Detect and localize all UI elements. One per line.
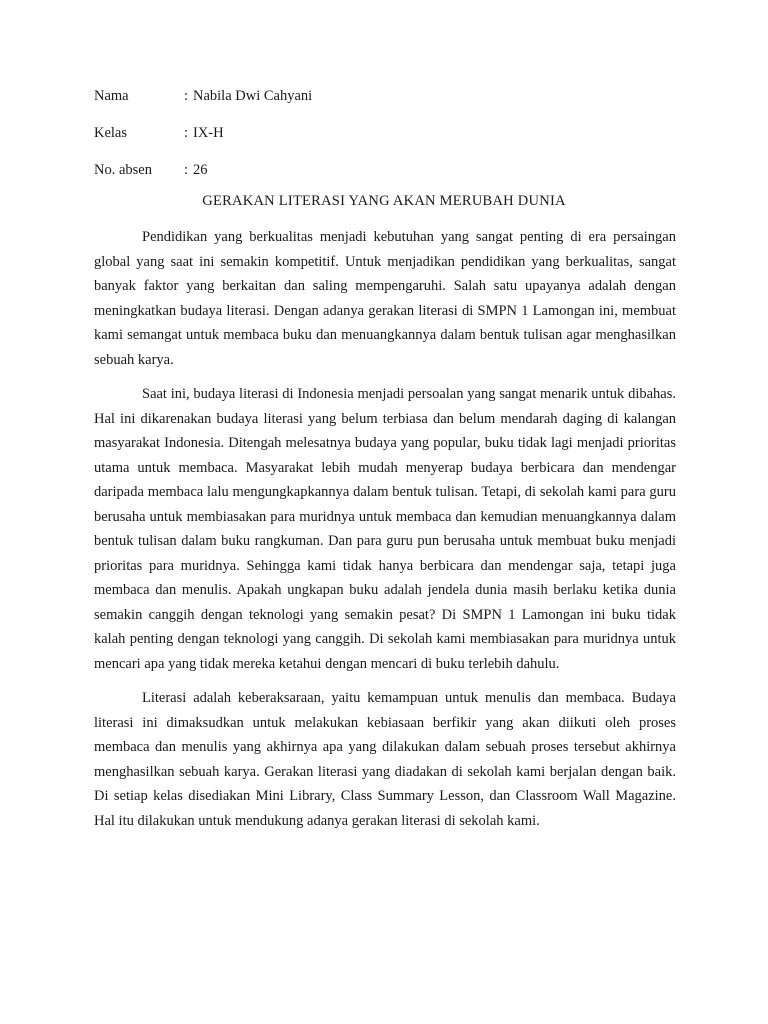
paragraph: Pendidikan yang berkualitas menjadi kebutuhan yang sangat penting di era persaingan global yang saat ini semakin kompetitif. Untuk menjadikan pendidikan yang berkualitas, sangat banyak faktor yang berkaitan dan saling mempengaruhi. Salah satu upayanya adalah dengan meningkatkan budaya literasi. Dengan adanya gerakan literasi di SMPN 1 Lamongan ini, membuat kami semangat untuk membaca buku dan menuangkannya dalam bentuk tulisan agar menghasilkan sebuah karya. [94,229,676,368]
info-row-nama [94,86,694,123]
document-title: GERAKAN LITERASI YANG AKAN MERUBAH DUNIA [202,193,566,209]
info-label: Nama [94,88,129,104]
info-label: Kelas [94,125,128,141]
student-info [94,86,694,197]
info-label: No. absen [94,162,152,178]
info-separator: : [184,125,189,141]
paragraph: Saat ini, budaya literasi di Indonesia menjadi persoalan yang sangat menarik untuk dibahas. Hal ini dikarenakan budaya literasi yang belum terbiasa dan belum mendarah daging di kalangan masyarakat Indonesia. Ditengah melesatnya budaya yang popular, buku tidak lagi menjadi prioritas utama untuk membaca. Masyarakat lebih mudah menyerap budaya berbicara dan mendengar daripada membaca lalu mengungkapkannya dalam bentuk tulisan. Tetapi, di sekolah kami para guru berusaha untuk membiasakan para muridnya untuk membaca dan kemudian menuangkannya dalam bentuk tulisan dalam buku rangkuman. Dan para guru pun berusaha untuk membuat buku menjadi prioritas para muridnya. Sehingga kami tidak hanya berbicara dan mendengar saja, tetapi juga membaca dan menulis. Apakah ungkapan buku adalah jendela dunia masih berlaku ketika dunia semakin canggih dengan teknologi yang semakin pesat? Di SMPN 1 Lamongan ini buku tidak kalah penting dengan teknologi yang canggih. Di sekolah kami membiasakan para muridnya untuk mencari apa yang tidak mereka ketahui dengan mencari di buku terlebih dahulu. [94,386,676,672]
info-value: IX-H [193,125,224,141]
info-value: Nabila Dwi Cahyani [193,88,313,104]
info-separator: : [184,88,189,104]
info-value: 26 [193,162,208,178]
document-body [94,225,676,843]
paragraph: Literasi adalah keberaksaraan, yaitu kemampuan untuk menulis dan membaca. Budaya literasi ini dimaksudkan untuk melakukan kebiasaan berfikir yang akan diikuti oleh proses membaca dan menulis yang akhirnya apa yang dilakukan dalam sebuah proses tersebut akhirnya menghasilkan sebuah karya. Gerakan literasi yang diadakan di sekolah kami berjalan dengan baik. Di setiap kelas disediakan Mini Library, Class Summary Lesson, dan Classroom Wall Magazine. Hal itu dilakukan untuk mendukung adanya gerakan literasi di sekolah kami. [94,690,676,829]
info-separator: : [184,162,189,178]
info-row-kelas [94,123,694,160]
